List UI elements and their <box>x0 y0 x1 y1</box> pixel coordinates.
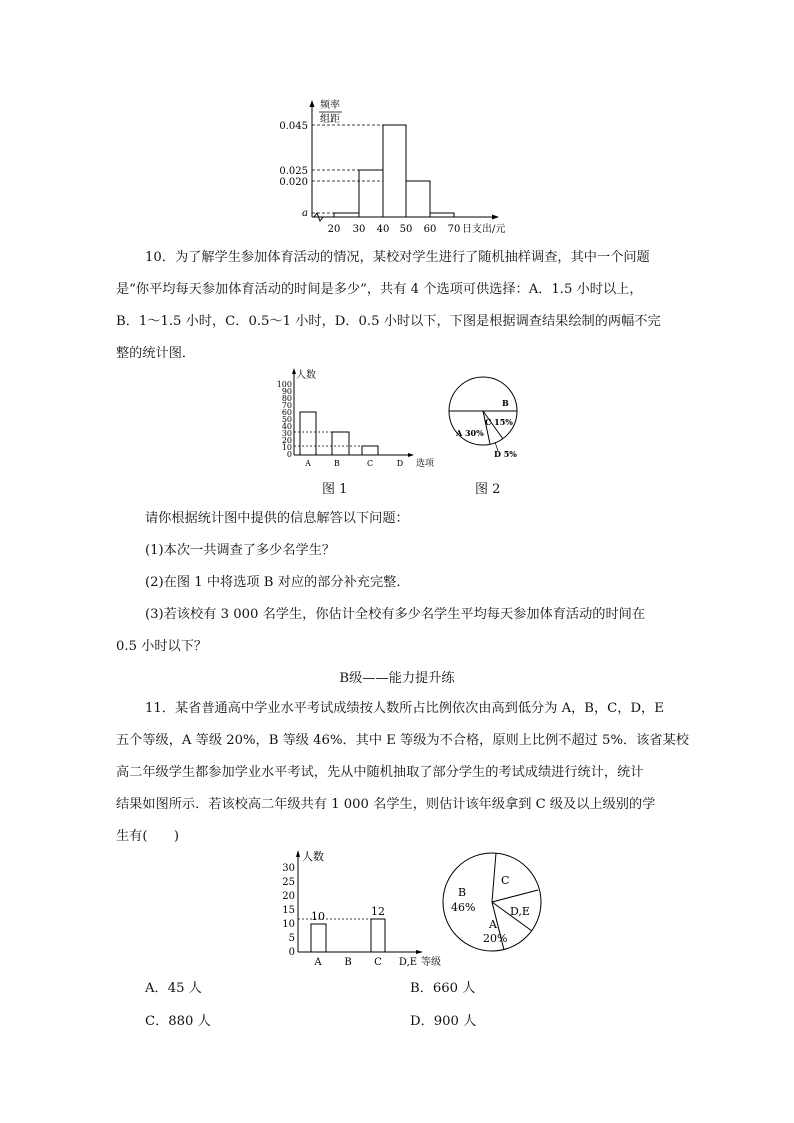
q11-ytick-30: 30 <box>282 863 295 874</box>
q11-ytick-5: 5 <box>288 933 295 944</box>
q10-prompt: 请你根据统计图中提供的信息解答以下问题： <box>145 511 409 526</box>
q11-data-label-a: 10 <box>311 910 325 923</box>
option-d[interactable]: D．900 人 <box>410 1014 477 1029</box>
hist-ytick-0025: 0.025 <box>279 166 308 177</box>
hist-xtick-50: 50 <box>399 224 413 235</box>
q11-xtick-b: B <box>344 957 352 968</box>
fig1-bar-chart <box>272 366 442 472</box>
fig1-ytick-10: 10 <box>281 443 292 452</box>
hist-x-arrow <box>492 215 499 220</box>
fig1-xlabel: 选项 <box>416 459 435 469</box>
q10-line4: 整的统计图． <box>116 346 196 361</box>
q11-ylabel: 人数 <box>302 850 324 863</box>
fig2-pie-chart <box>440 376 550 466</box>
hist-ytick-0020: 0.020 <box>279 177 308 188</box>
q11-pie-label-a: A <box>489 918 497 931</box>
fig2-label-d: D 5% <box>494 449 517 459</box>
hist-xtick-20: 20 <box>327 224 341 235</box>
hist-bar-60-70 <box>430 213 454 217</box>
hist-xlabel: 日支出/元 <box>462 224 506 235</box>
q11-line4: 结果如图所示．若该校高二年级共有 1 000 名学生，则估计该年级拿到 C 级及以上级别的学 <box>116 797 656 812</box>
q11-x-arrow <box>416 950 423 954</box>
hist-bar-30-40 <box>359 170 383 217</box>
q11-xtick-a: A <box>314 957 322 968</box>
hist-ytick-a: a <box>302 208 308 219</box>
q11-pie-label-c: C <box>501 874 510 887</box>
hist-bar-50-60 <box>406 181 430 217</box>
fig1-bar-a <box>300 412 316 455</box>
q11-xlabel: 等级 <box>421 957 441 968</box>
q11-data-label-c: 12 <box>371 905 385 918</box>
q11-pie-label-b: B <box>458 886 467 899</box>
fig2-caption: 图 2 <box>475 482 501 497</box>
q11-xtick-de: D,E <box>398 957 418 968</box>
hist-xtick-40: 40 <box>376 224 390 235</box>
q10-line2: 是“你平均每天参加体育活动的时间是多少”，共有 4 个选项可供选择：A．1.5 小时以上， <box>116 282 643 297</box>
q10-sub3b: 0.5 小时以下？ <box>116 639 208 654</box>
q11-ytick-10: 10 <box>282 919 295 930</box>
fig2-label-b: B <box>502 398 509 408</box>
q11-ytick-20: 20 <box>282 891 295 902</box>
fig1-ytick-30: 30 <box>281 429 292 438</box>
fig1-ytick-60: 60 <box>281 408 292 417</box>
hist-bar-40-50 <box>383 125 406 217</box>
q10-sub2: (2)在图 1 中将选项 B 对应的部分补充完整． <box>145 575 410 590</box>
hist-xtick-60: 60 <box>423 224 437 235</box>
fig2-label-a: A 30% <box>456 428 484 438</box>
q11-pie-label-b-pct: 46% <box>451 901 476 914</box>
fig1-bar-c <box>332 432 349 455</box>
q10-line1: 10．为了解学生参加体育活动的情况，某校对学生进行了随机抽样调查，其中一个问题 <box>145 250 650 265</box>
hist-ytick-0045: 0.045 <box>279 121 308 132</box>
histogram-chart <box>270 96 530 238</box>
q10-sub1: (1)本次一共调查了多少名学生？ <box>145 543 336 558</box>
hist-y-arrow <box>310 100 315 107</box>
fig1-x-arrow <box>408 453 414 457</box>
q11-bar-chart <box>278 848 450 970</box>
fig1-ytick-40: 40 <box>281 422 292 431</box>
fig1-ytick-0: 0 <box>286 450 292 459</box>
fig1-bar-d <box>362 446 378 455</box>
q11-pie-label-de: D,E <box>510 905 530 918</box>
fig1-ylabel: 人数 <box>296 370 316 381</box>
q11-ytick-0: 0 <box>288 947 295 958</box>
q11-line3: 高二年级学生都参加学业水平考试，先从中随机抽取了部分学生的考试成绩进行统计，统计 <box>116 765 644 780</box>
fig1-ytick-100: 100 <box>276 380 292 389</box>
hist-ylabel-bottom: 组距 <box>320 114 340 125</box>
fig1-xtick-a: A <box>305 459 311 468</box>
fig1-ytick-20: 20 <box>281 436 292 445</box>
q11-pie-chart <box>438 850 548 956</box>
fig1-ytick-80: 80 <box>281 394 292 403</box>
hist-xtick-30: 30 <box>352 224 366 235</box>
q11-bar-a <box>311 924 326 952</box>
fig1-ytick-50: 50 <box>281 415 292 424</box>
fig1-ytick-70: 70 <box>281 401 292 410</box>
q11-line2: 五个等级，A 等级 20%，B 等级 46%．其中 E 等级为不合格，原则上比例不超过 5%．该省某校 <box>116 733 689 748</box>
q11-ytick-25: 25 <box>282 877 295 888</box>
q11-y-ticks <box>282 863 295 958</box>
fig1-caption: 图 1 <box>322 482 348 497</box>
fig2-label-c: C 15% <box>485 417 513 427</box>
fig1-xtick-d: D <box>396 459 404 468</box>
q11-line1: 11．某省普通高中学业水平考试成绩按人数所占比例依次由高到低分为 A，B，C，D，E <box>145 701 664 716</box>
option-c[interactable]: C．880 人 <box>145 1014 211 1029</box>
q11-y-arrow <box>296 850 300 857</box>
q10-line3: B．1～1.5 小时，C．0.5～1 小时，D．0.5 小时以下，下图是根据调查结果绘制的两幅不完 <box>116 314 661 329</box>
option-a[interactable]: A．45 人 <box>145 981 202 996</box>
option-b[interactable]: B．660 人 <box>410 981 476 996</box>
q11-bar-c <box>371 919 385 952</box>
fig1-y-ticks <box>277 380 292 459</box>
hist-bar-20-30 <box>334 213 359 217</box>
hist-xtick-70: 70 <box>447 224 461 235</box>
fig1-ytick-90: 90 <box>281 387 292 396</box>
q11-line5: 生有( ) <box>116 829 180 844</box>
hist-ylabel-top: 频率 <box>320 100 340 111</box>
q11-xtick-c: C <box>374 957 382 968</box>
fig1-xtick-b: B <box>334 459 340 468</box>
q10-sub3a: (3)若该校有 3 000 名学生，你估计全校有多少名学生平均每天参加体育活动的时间在 <box>145 607 646 622</box>
q11-ytick-15: 15 <box>282 905 295 916</box>
q11-pie-divider-2 <box>492 890 538 902</box>
fig1-xtick-c: C <box>366 459 374 468</box>
q11-pie-label-a-pct: 20% <box>483 932 508 945</box>
q11-pie-divider-1 <box>492 853 496 902</box>
section-title: B级——能力提升练 <box>339 671 455 686</box>
